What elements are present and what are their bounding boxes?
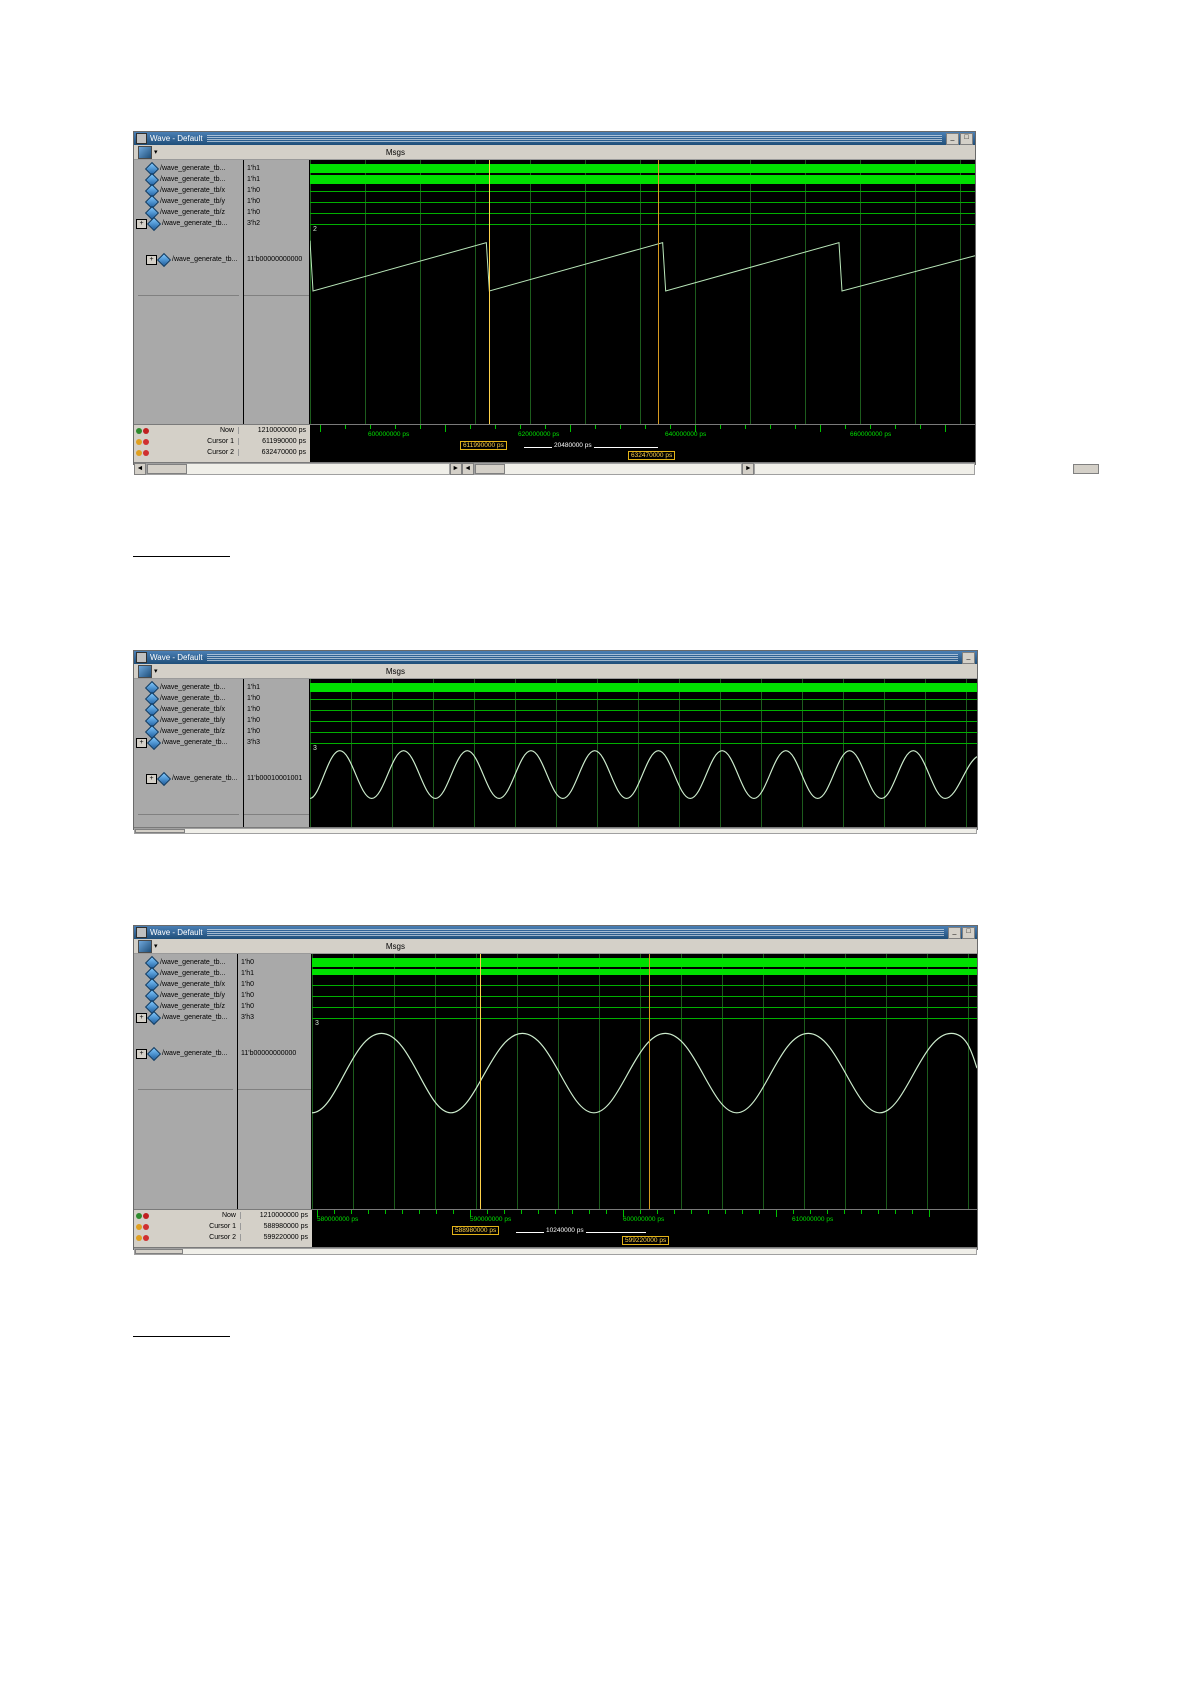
signal-value: 1'h1 [247, 684, 261, 691]
window-title: Wave - Default [150, 133, 203, 143]
names-scroll-right[interactable]: ► [450, 463, 462, 475]
sawtooth-waveform [310, 160, 975, 424]
signal-row[interactable] [134, 957, 237, 968]
timeline-ruler[interactable] [312, 1210, 977, 1247]
signal-value: 1'h0 [247, 717, 261, 724]
msgs-column-header: Msgs [385, 941, 405, 951]
cursor-row-2[interactable] [134, 1232, 312, 1243]
signal-row[interactable] [134, 1001, 237, 1012]
wave-app-icon [136, 133, 147, 144]
window-controls[interactable] [948, 927, 975, 939]
window-controls[interactable] [962, 652, 975, 664]
time-label: 590000000 ps [470, 1216, 512, 1223]
signal-row[interactable] [134, 726, 243, 737]
signal-row[interactable] [134, 737, 243, 748]
cursor-panel [134, 1209, 977, 1247]
signal-values-pane[interactable] [244, 160, 310, 424]
names-scroll-track[interactable] [134, 828, 977, 834]
expand-icon[interactable]: + [136, 738, 147, 748]
signal-row[interactable] [134, 979, 237, 990]
signal-value: 3'h2 [247, 220, 261, 227]
signal-name: /wave_generate_tb/z [160, 728, 225, 735]
expand-icon[interactable]: + [136, 1013, 147, 1023]
cursor-label: Cursor 1 [209, 1223, 236, 1230]
cursor-value: 1210000000 ps [238, 427, 310, 434]
time-label: 660000000 ps [850, 431, 892, 438]
horizontal-scrollbars[interactable] [134, 827, 977, 834]
signal-name: /wave_generate_tb/y [160, 992, 225, 999]
sine-waveform [310, 679, 977, 826]
signal-value: 1'h0 [241, 992, 255, 999]
signal-value: 11'b00000000000 [247, 256, 303, 263]
cursor-value: 599220000 ps [240, 1234, 312, 1241]
horizontal-scrollbars[interactable] [134, 1247, 977, 1255]
signal-value: 1'h1 [241, 970, 255, 977]
titlebar-grip [207, 929, 944, 936]
signal-value: 1'h1 [247, 165, 261, 172]
signal-row[interactable] [134, 207, 243, 218]
wave-body [134, 679, 977, 827]
cursor-row-1[interactable] [134, 436, 310, 447]
signal-value: 1'h0 [241, 959, 255, 966]
signal-values-pane[interactable] [244, 679, 310, 827]
wave-app-icon [136, 927, 147, 938]
cursor-label: Cursor 1 [207, 438, 234, 445]
signal-value: 1'h0 [247, 728, 261, 735]
signal-name: /wave_generate_tb/x [160, 187, 225, 194]
msgs-column-header: Msgs [385, 666, 405, 676]
signal-row[interactable] [134, 174, 243, 185]
waveform-canvas[interactable] [310, 679, 977, 827]
signal-row[interactable] [134, 218, 243, 229]
signal-icon [147, 216, 161, 230]
cursor-row-now[interactable] [134, 425, 310, 436]
values-scroll-left[interactable]: ◄ [462, 463, 474, 475]
signal-row[interactable] [134, 682, 243, 693]
cursor-label: Now [221, 1212, 236, 1219]
cursor-row-1[interactable] [134, 1221, 312, 1232]
signal-row[interactable] [134, 196, 243, 207]
wave-window-3[interactable] [133, 925, 978, 1250]
wave-body [134, 160, 975, 424]
pane-divider [138, 814, 239, 815]
cursor-2-icons [134, 450, 162, 456]
signal-value: 11'b00010001001 [247, 775, 303, 782]
values-scroll-right[interactable]: ► [742, 463, 754, 475]
minimize-button[interactable]: _ [946, 133, 959, 145]
bus-value-label: 3 [315, 1020, 319, 1027]
cursor-label: Now [219, 427, 234, 434]
wave-body [134, 954, 977, 1209]
signal-value: 1'h0 [247, 187, 261, 194]
cursor-labels [134, 425, 310, 462]
signal-values-pane[interactable] [238, 954, 312, 1209]
wave-toolbar[interactable] [134, 145, 975, 160]
signal-name: /wave_generate_tb... [172, 775, 238, 782]
signal-name: /wave_generate_tb... [160, 970, 226, 977]
signal-row[interactable] [134, 693, 243, 704]
time-label: 600000000 ps [368, 431, 410, 438]
now-icons [134, 1213, 162, 1219]
names-scroll-track[interactable] [146, 463, 450, 475]
signal-name: /wave_generate_tb... [160, 176, 226, 183]
expand-icon[interactable]: + [146, 774, 157, 784]
cursor-panel [134, 424, 975, 462]
signal-name: /wave_generate_tb/y [160, 717, 225, 724]
cursor-1-flag[interactable]: 588980000 ps [452, 1226, 499, 1235]
signal-row[interactable] [134, 968, 237, 979]
time-label: 600000000 ps [623, 1216, 665, 1223]
window-title: Wave - Default [150, 652, 203, 662]
names-scroll-thumb[interactable] [135, 829, 185, 833]
signal-value: 1'h0 [241, 1003, 255, 1010]
window-controls[interactable] [946, 133, 973, 145]
signal-name: /wave_generate_tb... [160, 959, 226, 966]
cursor-1-line[interactable] [480, 954, 481, 1209]
expand-icon[interactable]: + [136, 1049, 147, 1059]
signal-value: 3'h3 [241, 1014, 255, 1021]
signal-name: /wave_generate_tb/z [160, 1003, 225, 1010]
wave-tool-icon[interactable] [138, 665, 152, 678]
signal-value: 1'h0 [247, 695, 261, 702]
signal-row[interactable] [134, 990, 237, 1001]
signal-icon [147, 1010, 161, 1024]
signal-row[interactable] [134, 1012, 237, 1023]
signal-row[interactable] [134, 185, 243, 196]
time-label: 580000000 ps [317, 1216, 359, 1223]
signal-name: /wave_generate_tb... [162, 220, 228, 227]
signal-value: 3'h3 [247, 739, 261, 746]
signal-icon [147, 735, 161, 749]
cursor-delta-label: 20480000 ps [554, 442, 592, 449]
signal-icon [147, 1046, 161, 1060]
values-scroll-track[interactable] [474, 463, 743, 475]
values-scroll-thumb[interactable] [475, 464, 505, 474]
signal-name: /wave_generate_tb/x [160, 706, 225, 713]
signal-name: /wave_generate_tb... [160, 165, 226, 172]
cursor-labels [134, 1210, 312, 1247]
minimize-button[interactable]: _ [962, 652, 975, 664]
cursor-value: 632470000 ps [238, 449, 310, 456]
bus-value-label: 2 [313, 226, 317, 233]
chevron-down-icon[interactable]: ▾ [154, 668, 158, 675]
signal-value: 1'h1 [247, 176, 261, 183]
maximize-button[interactable]: □ [960, 133, 973, 145]
signal-names-pane[interactable] [134, 160, 244, 424]
signal-name: /wave_generate_tb/z [160, 209, 225, 216]
signal-value: 11'b00000000000 [241, 1050, 297, 1057]
wave-toolbar[interactable] [134, 939, 977, 954]
msgs-column-header: Msgs [385, 147, 405, 157]
signal-names-pane[interactable] [134, 954, 238, 1209]
signal-row[interactable] [134, 163, 243, 174]
signal-row[interactable] [134, 773, 243, 784]
chevron-down-icon[interactable]: ▾ [154, 149, 158, 156]
now-icons [134, 428, 162, 434]
wave-window-1[interactable] [133, 131, 976, 472]
cursor-value: 588980000 ps [240, 1223, 312, 1230]
bus-value-label: 3 [313, 745, 317, 752]
cursor-label: Cursor 2 [209, 1234, 236, 1241]
signal-name: /wave_generate_tb... [162, 1014, 228, 1021]
signal-names-pane[interactable] [134, 679, 244, 827]
signal-value: 1'h0 [247, 198, 261, 205]
expand-icon[interactable]: + [146, 255, 157, 265]
signal-value: 1'h0 [247, 706, 261, 713]
maximize-button[interactable]: □ [962, 927, 975, 939]
signal-name: /wave_generate_tb/x [160, 981, 225, 988]
signal-row[interactable] [134, 254, 243, 265]
window-titlebar[interactable] [134, 132, 975, 145]
time-label: 610000000 ps [792, 1216, 834, 1223]
wave-tool-icon[interactable] [138, 940, 152, 953]
signal-row[interactable] [134, 1048, 237, 1059]
cursor-1-icons [134, 439, 162, 445]
wave-window-2[interactable] [133, 650, 978, 830]
signal-row[interactable] [134, 704, 243, 715]
cursor-value: 1210000000 ps [240, 1212, 312, 1219]
signal-name: /wave_generate_tb... [160, 684, 226, 691]
cursor-1-flag[interactable]: 611990000 ps [460, 441, 507, 450]
signal-name: /wave_generate_tb/y [160, 198, 225, 205]
names-scroll-track[interactable] [134, 1248, 977, 1255]
signal-row[interactable] [134, 715, 243, 726]
window-titlebar[interactable] [134, 651, 977, 664]
titlebar-grip [207, 135, 942, 142]
signal-icon [157, 771, 171, 785]
signal-value: 1'h0 [241, 981, 255, 988]
wave-scroll-track[interactable] [754, 463, 975, 475]
signal-name: /wave_generate_tb... [162, 739, 228, 746]
waveform-canvas[interactable] [312, 954, 977, 1209]
window-titlebar[interactable] [134, 926, 977, 939]
horizontal-scrollbars[interactable] [134, 462, 975, 475]
waveform-canvas[interactable] [310, 160, 975, 424]
signal-name: /wave_generate_tb... [162, 1050, 228, 1057]
window-title: Wave - Default [150, 927, 203, 937]
wave-tool-icon[interactable] [138, 146, 152, 159]
wave-toolbar[interactable] [134, 664, 977, 679]
timeline-ruler[interactable] [310, 425, 975, 462]
wave-app-icon [136, 652, 147, 663]
cursor-2-flag[interactable]: 632470000 ps [628, 451, 675, 460]
cursor-value: 611990000 ps [238, 438, 310, 445]
names-scroll-left[interactable]: ◄ [134, 463, 146, 475]
time-label: 640000000 ps [665, 431, 707, 438]
section-rule-2 [133, 1336, 230, 1337]
minimize-button[interactable]: _ [948, 927, 961, 939]
signal-value: 1'h0 [247, 209, 261, 216]
signal-icon [157, 252, 171, 266]
pane-divider [138, 295, 239, 296]
cursor-delta-label: 10240000 ps [546, 1227, 584, 1234]
cursor-label: Cursor 2 [207, 449, 234, 456]
time-label: 620000000 ps [518, 431, 560, 438]
pane-divider [138, 1089, 233, 1090]
signal-name: /wave_generate_tb... [172, 256, 238, 263]
signal-name: /wave_generate_tb... [160, 695, 226, 702]
cursor-2-line[interactable] [649, 954, 650, 1209]
pane-divider [238, 1089, 311, 1090]
cursor-1-line[interactable] [489, 160, 490, 424]
names-scroll-thumb[interactable] [147, 464, 187, 474]
names-scroll-thumb[interactable] [135, 1249, 183, 1254]
chevron-down-icon[interactable]: ▾ [154, 943, 158, 950]
pane-divider [244, 814, 309, 815]
pane-divider [244, 295, 309, 296]
wave-scroll-thumb[interactable] [1073, 464, 1099, 474]
titlebar-grip [207, 654, 958, 661]
cursor-row-2[interactable] [134, 447, 310, 458]
cursor-row-now[interactable] [134, 1210, 312, 1221]
cursor-2-line[interactable] [658, 160, 659, 424]
cursor-2-flag[interactable]: 599220000 ps [622, 1236, 669, 1245]
expand-icon[interactable]: + [136, 219, 147, 229]
cursor-2-icons [134, 1235, 162, 1241]
sine-waveform [312, 954, 977, 1207]
cursor-1-icons [134, 1224, 162, 1230]
section-rule-1 [133, 556, 230, 557]
